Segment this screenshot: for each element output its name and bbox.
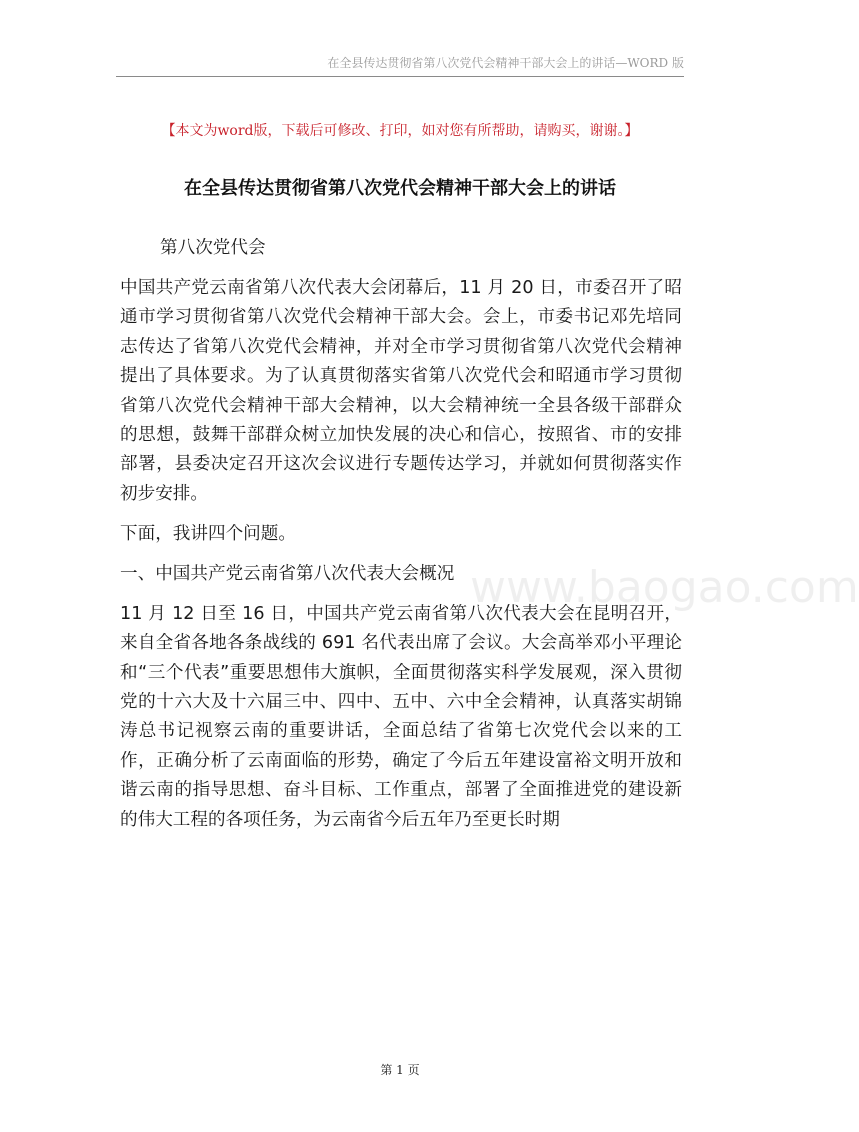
- paragraph: 中国共产党云南省第八次代表大会闭幕后，11 月 20 日，市委召开了昭通市学习贯彻省第八次党代会精神干部大会。会上，市委书记邓先培同志传达了省第八次党代会精神，并对全市学习贯彻省第八次党代会精神提出了具体要求。为了认真贯彻落实省第八次党代会和昭通市学习贯彻省第八次党代会精神干部大会精神，以大会精神统一全县各级干部群众的思想，鼓舞干部群众树立加快发展的决心和信心，按照省、市的安排部署，县委决定召开这次会议进行专题传达学习，并就如何贯彻落实作初步安排。: [120, 278, 682, 504]
- document-body: [120, 234, 682, 846]
- paragraph: 下面，我讲四个问题。: [120, 523, 296, 544]
- page-number: 第 1 页: [380, 1063, 420, 1077]
- watermark: www.baogao.com: [470, 562, 859, 613]
- running-header: 在全县传达贯彻省第八次党代会精神干部大会上的讲话—WORD 版: [327, 56, 684, 70]
- download-notice: 【本文为word版，下载后可修改、打印，如对您有所帮助，请购买，谢谢。】: [161, 123, 639, 139]
- header-divider: [116, 76, 684, 77]
- section-heading: 一、中国共产党云南省第八次代表大会概况: [120, 563, 455, 584]
- document-title: 在全县传达贯彻省第八次党代会精神干部大会上的讲话: [184, 178, 616, 199]
- paragraph: 11 月 12 日至 16 日，中国共产党云南省第八次代表大会在昆明召开，来自全省各地各条战线的 691 名代表出席了会议。大会高举邓小平理论和“三个代表”重要思想伟大旗帜，全面贯彻落实科学发展观，深入贯彻党的十六大及十六届三中、四中、五中、六中全会精神，认真落实胡锦涛总书记视察云南的重要讲话，全面总结了省第七次党代会以来的工作，正确分析了云南面临的形势，确定了今后五年建设富裕文明开放和谐云南的指导思想、奋斗目标、工作重点，部署了全面推进党的建设新的伟大工程的各项任务，为云南省今后五年乃至更长时期: [120, 603, 682, 830]
- section-subtitle: 第八次党代会: [160, 238, 266, 258]
